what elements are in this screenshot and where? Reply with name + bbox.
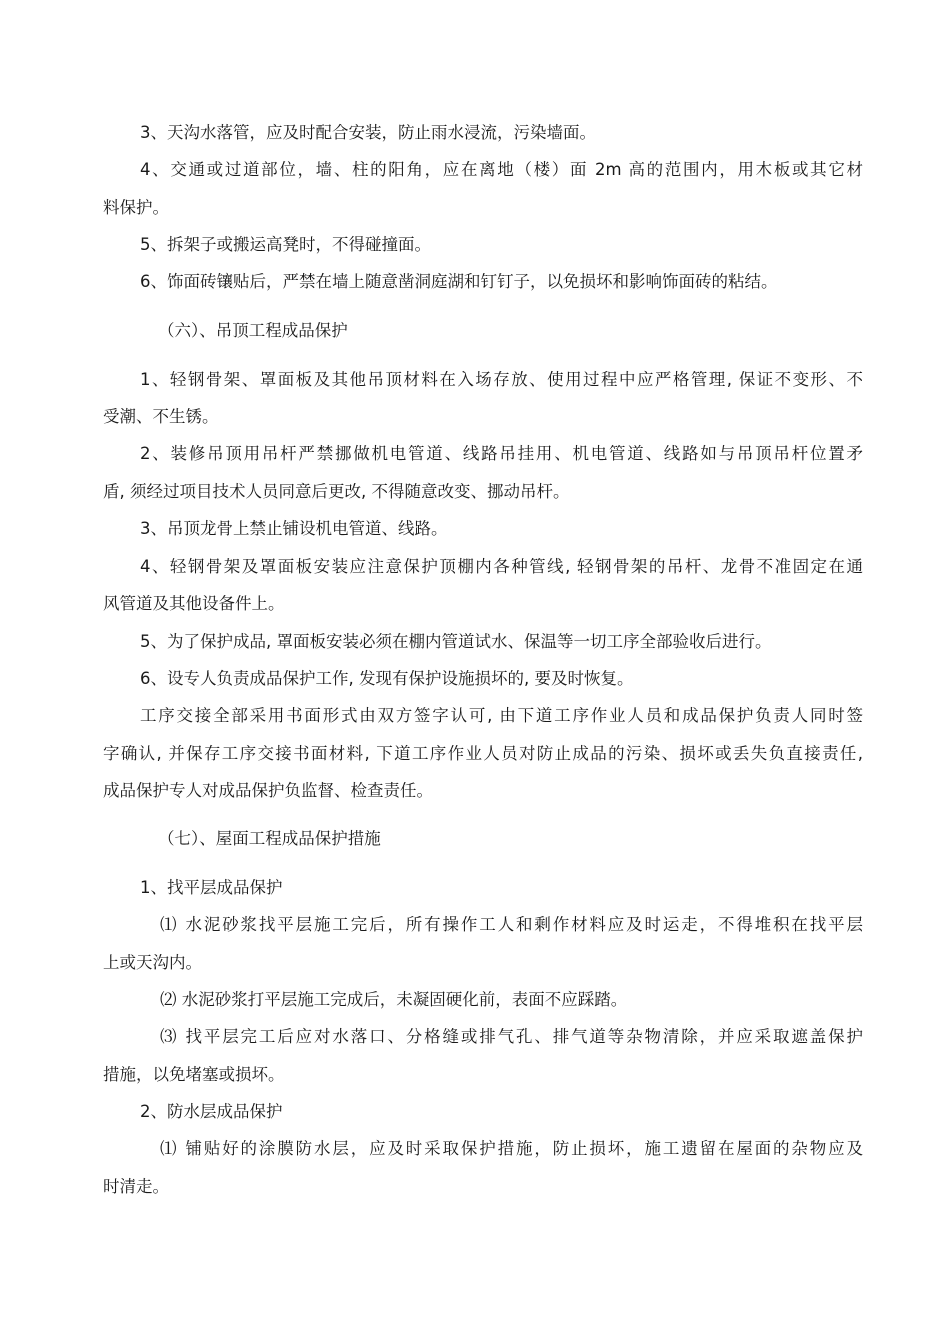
- paragraph-line: 盾, 须经过项目技术人员同意后更改, 不得随意改变、挪动吊杆。: [103, 482, 570, 501]
- paragraph-line: 4、轻钢骨架及罩面板安装应注意保护顶棚内各种管线, 轻钢骨架的吊杆、龙骨不准固定在通: [140, 557, 863, 576]
- section-heading: （七）、屋面工程成品保护措施: [158, 829, 381, 848]
- paragraph-line: 字确认, 并保存工序交接书面材料, 下道工序作业人员对防止成品的污染、损坏或丢失负直接责任,: [103, 744, 863, 763]
- subsection-heading: 2、防水层成品保护: [140, 1102, 283, 1121]
- paragraph-line: 上或天沟内。: [103, 953, 202, 972]
- paragraph-line: 风管道及其他设备件上。: [103, 594, 285, 613]
- paragraph-line: ⑵ 水泥砂浆打平层施工完成后，未凝固硬化前，表面不应踩踏。: [160, 990, 628, 1009]
- paragraph-line: 4、交通或过道部位，墙、柱的阳角，应在离地（楼）面 2m 高的范围内，用木板或其它材: [140, 160, 863, 179]
- paragraph-line: 时清走。: [103, 1177, 169, 1196]
- paragraph-line: 6、饰面砖镶贴后，严禁在墙上随意凿洞庭湖和钉钉子，以免损坏和影响饰面砖的粘结。: [140, 272, 778, 291]
- paragraph-line: 5、为了保护成品, 罩面板安装必须在棚内管道试水、保温等一切工序全部验收后进行。: [140, 632, 772, 651]
- paragraph-line: ⑶ 找平层完工后应对水落口、分格缝或排气孔、排气道等杂物清除，并应采取遮盖保护: [160, 1027, 863, 1046]
- paragraph-line: 5、拆架子或搬运高凳时，不得碰撞面。: [140, 235, 431, 254]
- paragraph-line: 受潮、不生锈。: [103, 407, 219, 426]
- paragraph-line: 3、天沟水落管，应及时配合安装，防止雨水浸流，污染墙面。: [140, 123, 596, 142]
- section-heading: （六）、吊顶工程成品保护: [158, 321, 348, 340]
- paragraph-line: 成品保护专人对成品保护负监督、检查责任。: [103, 781, 433, 800]
- paragraph-line: 3、吊顶龙骨上禁止铺设机电管道、线路。: [140, 519, 448, 538]
- paragraph-line: 料保护。: [103, 198, 169, 217]
- paragraph-line: 1、轻钢骨架、罩面板及其他吊顶材料在入场存放、使用过程中应严格管理, 保证不变形、不: [140, 370, 863, 389]
- paragraph-line: 2、装修吊顶用吊杆严禁挪做机电管道、线路吊挂用、机电管道、线路如与吊顶吊杆位置矛: [140, 444, 863, 463]
- subsection-heading: 1、找平层成品保护: [140, 878, 283, 897]
- paragraph-line: ⑴ 铺贴好的涂膜防水层，应及时采取保护措施，防止损坏，施工遗留在屋面的杂物应及: [160, 1139, 863, 1158]
- paragraph-line: 工序交接全部采用书面形式由双方签字认可, 由下道工序作业人员和成品保护负责人同时签: [140, 706, 863, 725]
- paragraph-line: 措施，以免堵塞或损坏。: [103, 1065, 285, 1084]
- paragraph-line: ⑴ 水泥砂浆找平层施工完后，所有操作工人和剩作材料应及时运走，不得堆积在找平层: [160, 915, 863, 934]
- paragraph-line: 6、设专人负责成品保护工作, 发现有保护设施损坏的, 要及时恢复。: [140, 669, 634, 688]
